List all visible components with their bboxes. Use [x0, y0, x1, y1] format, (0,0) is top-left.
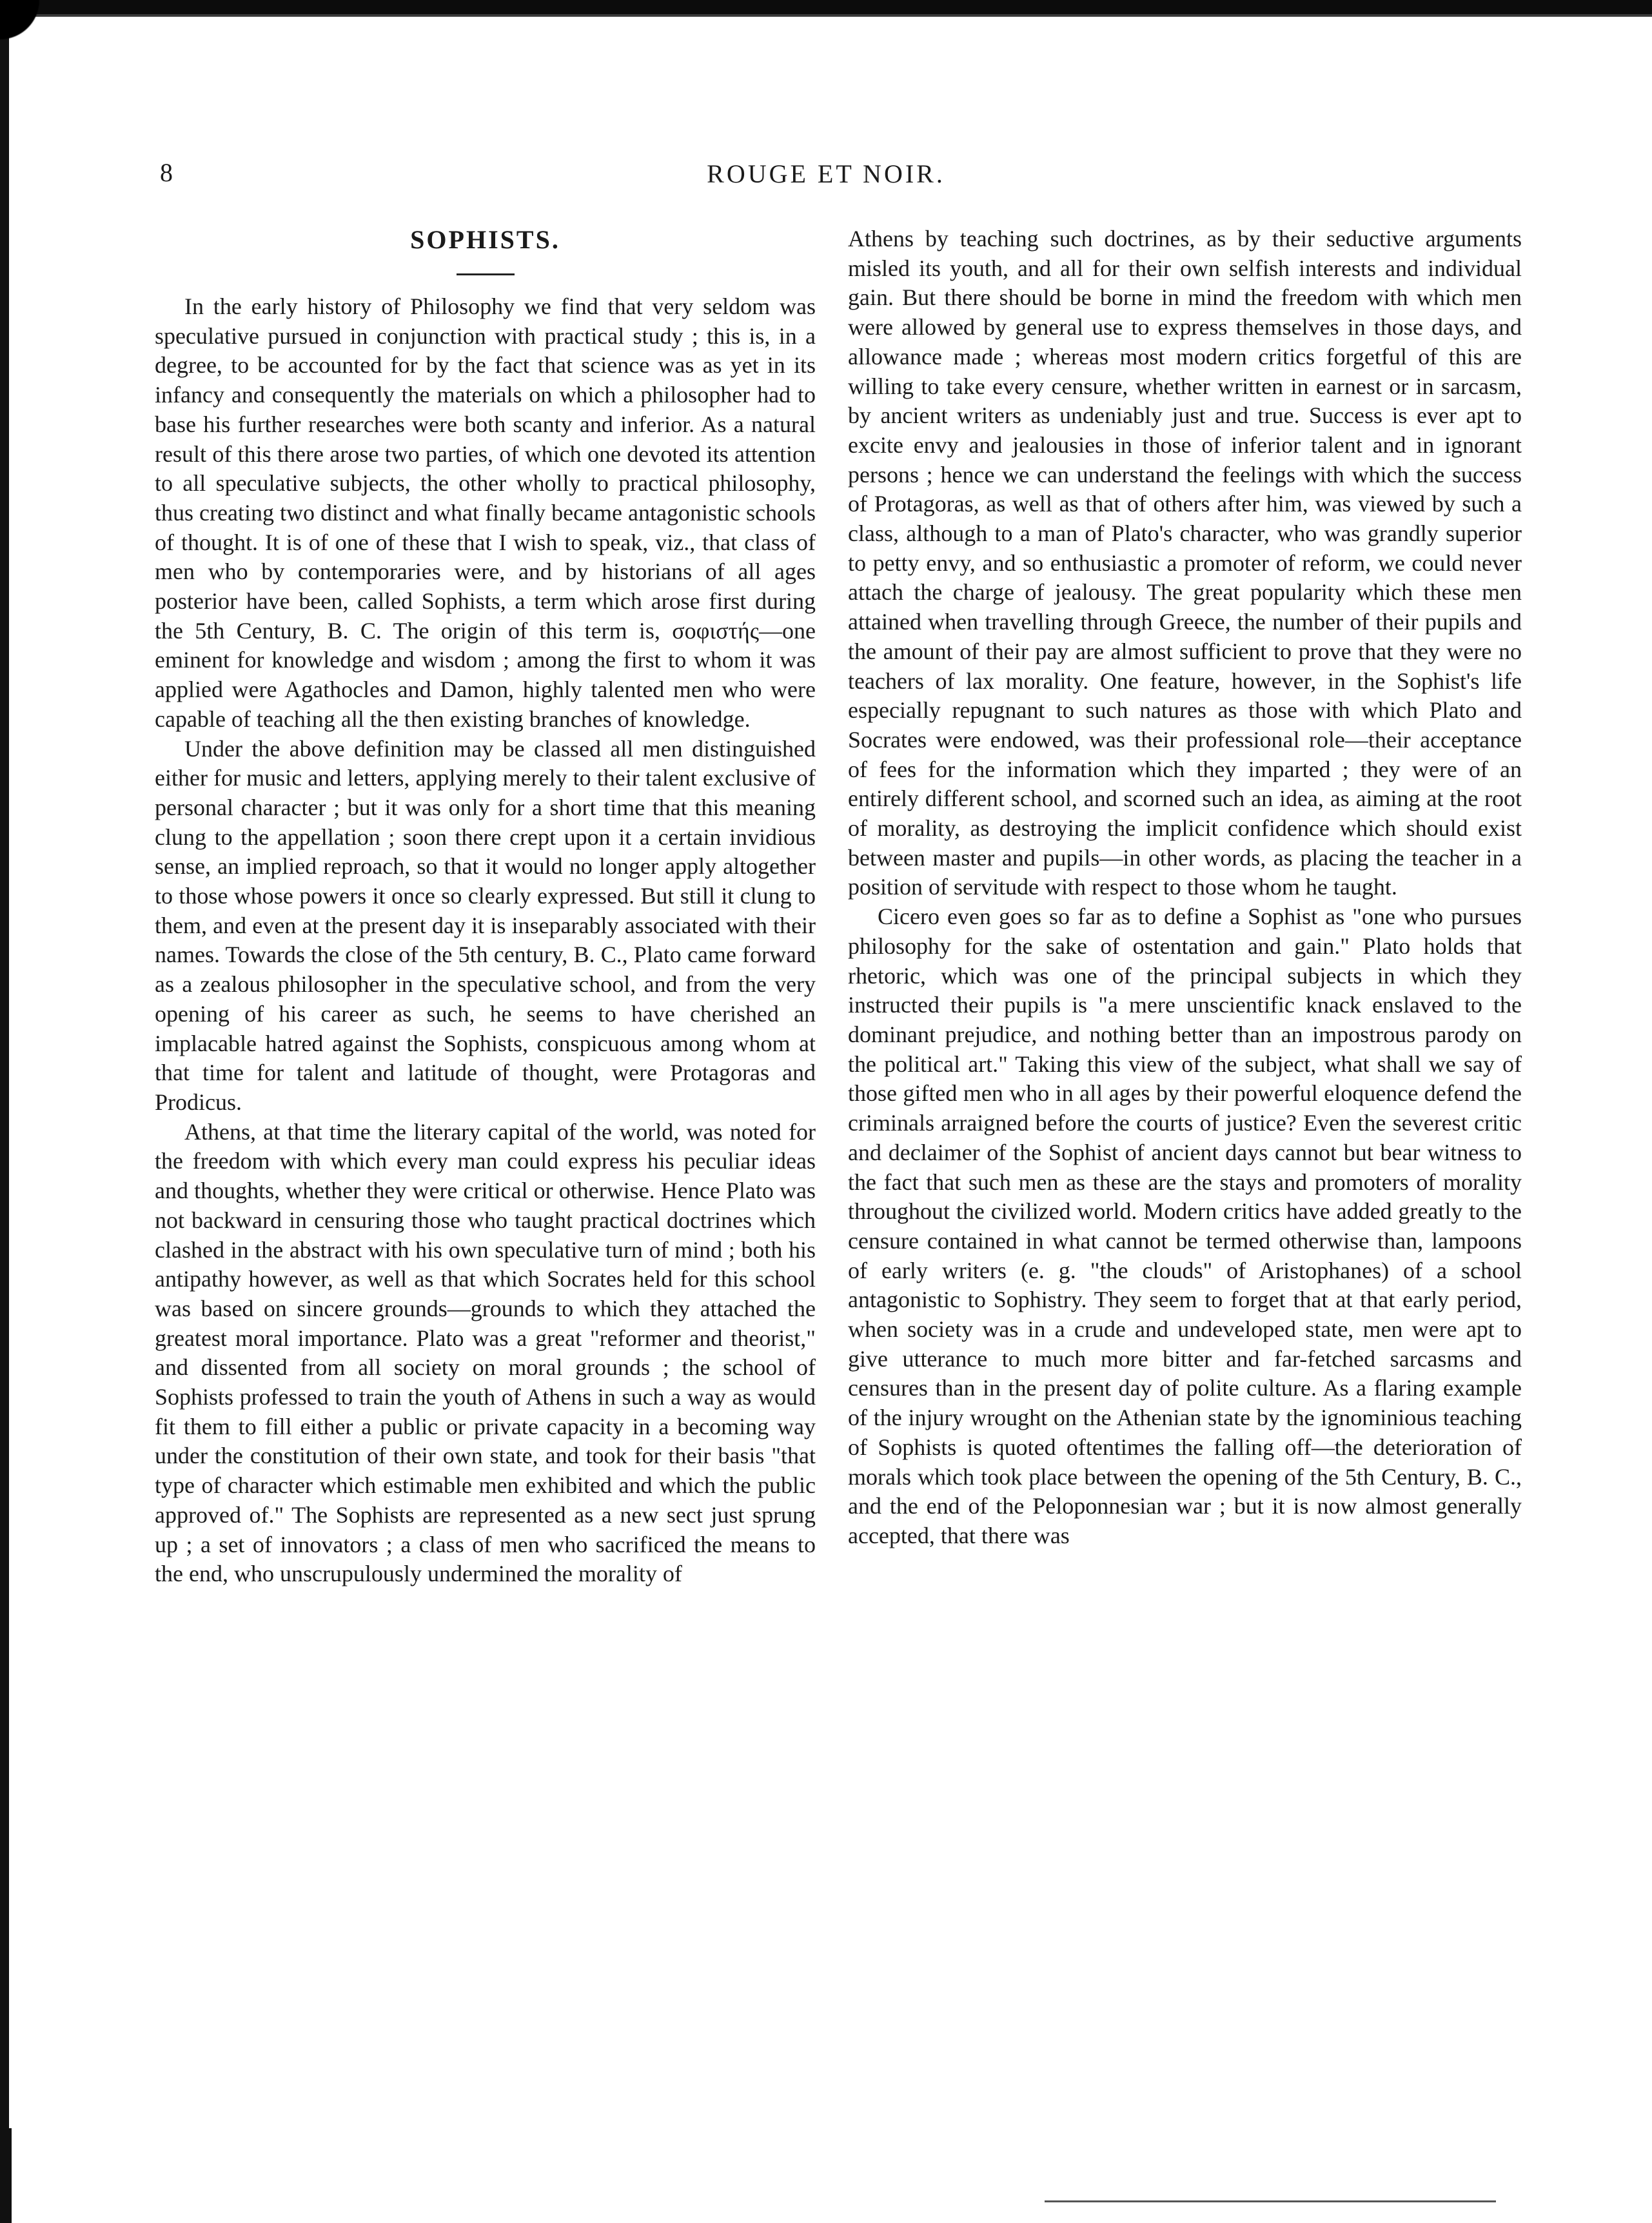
left-column [155, 224, 816, 1589]
paragraph: In the early history of Philosophy we find that very seldom was speculative pursued in conjunction with practical study ; this is, in a degree, to be accounted for by the fact that science was as yet in its infancy and consequently the materials on which a philosopher had to base his further researches were both scanty and inferior. As a natural result of this there arose two parties, of which one devoted its attention to all speculative subjects, the other wholly to practical philosophy, thus creating two distinct and what finally became antagonistic schools of thought. It is of one of these that I wish to speak, viz., that class of men who by contemporaries were, and by historians of all ages posterior have been, called Sophists, a term which arose first during the 5th Century, B. C. The origin of this term is, σοφιστής—one eminent for knowledge and wisdom ; among the first to whom it was applied were Agathocles and Damon, highly talented men who were capable of teaching all the then existing branches of knowledge. [155, 293, 816, 732]
running-title: ROUGE ET NOIR. [707, 159, 945, 188]
page-number: 8 [160, 158, 173, 187]
scan-mark-bottom [1045, 2200, 1496, 2202]
paragraph: Cicero even goes so far as to define a Sophist as "one who pursues philosophy for the sake of ostentation and gain." Plato holds that rhetoric, which was one of the principal subjects in which they instructed their pupils is "a mere unscientific knack enslaved to the dominant prejudice, and nothing better than an impostrous parody on the political art." Taking this view of the subject, what shall we say of those gifted men who in all ages by their powerful eloquence defend the criminals arraigned before the courts of justice? Even the severest critic and declaimer of the Sophist of ancient days cannot but bear witness to the fact that such men as these are the stays and promoters of morality throughout the civilized world. Modern critics have added greatly to the censure contained in what cannot be termed otherwise than, lampoons of early writers (e. g. "the clouds" of Aristophanes) of a school antagonistic to Sophistry. They seem to forget that at that early period, when society was in a crude and undeveloped state, men were apt to give utterance to much more bitter and far-fetched sarcasms and censures than in the present day of polite culture. As a flaring example of the injury wrought on the Athenian state by the ignominious teaching of Sophists is quoted oftentimes the falling off—the deterioration of morals which took place between the opening of the 5th Century, B. C., and the end of the Peloponnesian war ; but it is now almost generally accepted, that there was [848, 904, 1522, 1548]
article-title: SOPHISTS. [410, 225, 560, 254]
paragraph: Athens, at that time the literary capital of the world, was noted for the freedom with which every man could express his peculiar ideas and thoughts, whether they were critical or otherwise. Hence Plato was not backward in censuring those who taught practical doctrines which clashed in the abstract with his own speculative turn of mind ; both his antipathy however, as well as that which Socrates held for this school was based on sincere grounds—grounds to which they attached the greatest moral importance. Plato was a great "reformer and theorist," and dissented from all society on moral grounds ; the school of Sophists professed to train the youth of Athens in such a way as would fit them to fill either a public or private capacity in a becoming way under the constitution of their own state, and took for their basis "that type of character which estimable men exhibited and which the public approved of." The Sophists are represented as a new sect just sprung up ; a set of innovators ; a class of men who sacrificed the means to the end, who unscrupulously undermined the morality of [155, 1118, 816, 1587]
title-rule [457, 273, 515, 275]
scan-border-left [0, 0, 9, 2223]
scan-corner-shadow [0, 0, 45, 77]
scan-border-top [0, 0, 1652, 30]
right-column [848, 224, 1522, 1551]
paragraph: Under the above definition may be classed all men distinguished either for music and letters, applying merely to their talent exclusive of personal character ; but it was only for a short time that this meaning clung to the appellation ; soon there crept upon it a certain invidious sense, an implied reproach, so that it would no longer apply altogether to those whose powers it once so clearly expressed. But still it clung to them, and even at the present day it is inseparably associated with their names. Towards the close of the 5th century, B. C., Plato came forward as a zealous philosopher in the speculative school, and from the very opening of his career as such, he seems to have cherished an implacable hatred against the Sophists, conspicuous among whom at that time for talent and latitude of thought, were Protagoras and Prodicus. [155, 735, 816, 1115]
scan-border-bottom-left [0, 2128, 39, 2223]
paragraph: Athens by teaching such doctrines, as by their seductive arguments misled its youth, and all for their own selfish interests and individual gain. But there should be borne in mind the freedom with which men were allowed by general use to express themselves in those days, and allowance made ; whereas most modern critics forgetful of this are willing to take every censure, whether written in earnest or in sarcasm, by ancient writers as undeniably just and true. Success is ever apt to excite envy and jealousies in those of inferior talent and in ignorant persons ; hence we can understand the feelings with which the success of Protagoras, as well as that of others after him, was viewed by such a class, although to a man of Plato's character, who was grandly superior to petty envy, and so enthusiastic a promoter of reform, we could never attach the charge of jealousy. The great popularity which these men attained when travelling through Greece, the number of their pupils and the amount of their pay are almost sufficient to prove that they were no teachers of lax morality. One feature, however, in the Sophist's life especially repugnant to such natures as those with which Plato and Socrates were endowed, was their professional role—their acceptance of fees for the information which they imparted ; they were of an entirely different school, and scorned such an idea, as aiming at the root of morality, as destroying the implicit confidence which should exist between master and pupils—in other words, as placing the teacher in a position of servitude with respect to those whom he taught. [848, 226, 1522, 900]
